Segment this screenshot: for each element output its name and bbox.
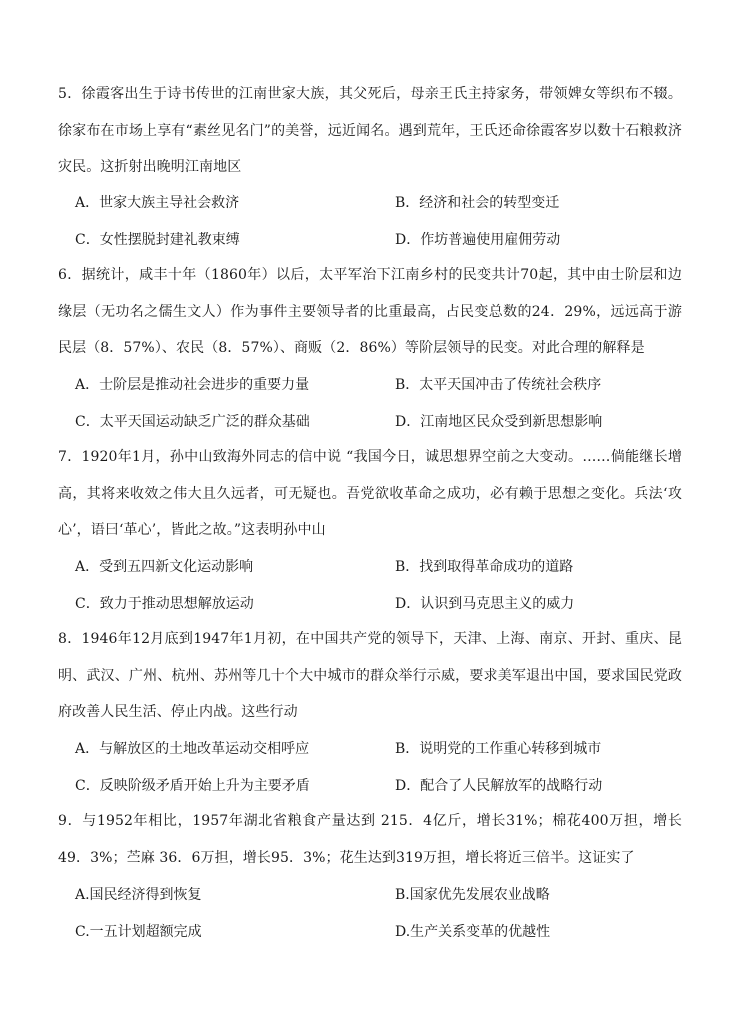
question-6-option-a[interactable]: A．士阶层是推动社会进步的重要力量 xyxy=(75,377,310,393)
question-8-option-a[interactable]: A．与解放区的土地改革运动交相呼应 xyxy=(75,741,310,757)
question-7-option-c[interactable]: C．致力于推动思想解放运动 xyxy=(75,596,254,612)
question-5-stem: 5．徐霞客出生于诗书传世的江南世家大族，其父死后，母亲王氏主持家务，带领婢女等织布不辍。徐家布在市场上享有“素丝见名门”的美誉，远近闻名。遇到荒年，王氏还命徐霞客岁以数十石粮救济灾民。这折射出晚明江南地区 xyxy=(58,86,682,175)
question-7-option-b[interactable]: B．找到取得革命成功的道路 xyxy=(395,559,574,575)
question-9-option-c[interactable]: C.一五计划超额完成 xyxy=(75,924,202,940)
question-9-option-a[interactable]: A.国民经济得到恢复 xyxy=(75,887,202,903)
question-6-option-d[interactable]: D．江南地区民众受到新思想影响 xyxy=(395,414,603,430)
question-8-option-c[interactable]: C．反映阶级矛盾开始上升为主要矛盾 xyxy=(75,778,310,794)
question-7-stem: 7．1920年1月，孙中山致海外同志的信中说 “我国今日，诚思想界空前之大变动。……倘能继长增高，其将来收效之伟大且久远者，可无疑也。吾党欲收革命之成功，必有赖于思想之变化。兵法‘攻心’，语曰‘革心’，皆此之故。”这表明孙中山 xyxy=(58,449,682,538)
question-5-option-c[interactable]: C．女性摆脱封建礼教束缚 xyxy=(75,232,240,248)
question-8-option-b[interactable]: B．说明党的工作重心转移到城市 xyxy=(395,741,602,757)
question-8-stem: 8．1946年12月底到1947年1月初，在中国共产党的领导下，天津、上海、南京、开封、重庆、昆明、武汉、广州、杭州、苏州等几十个大中城市的群众举行示威，要求美军退出中国，要求国民党政府改善人民生活、停止内战。这些行动 xyxy=(58,631,682,720)
question-9-option-d[interactable]: D.生产关系变革的优越性 xyxy=(395,924,551,940)
question-5-option-b[interactable]: B．经济和社会的转型变迁 xyxy=(395,195,560,211)
question-5-option-a[interactable]: A．世家大族主导社会救济 xyxy=(75,195,240,211)
question-9-stem: 9．与1952年相比，1957年湖北省粮食产量达到 215．4亿斤，增长31%；棉花400万担，增长49．3%；苎麻 36．6万担，增长95．3%；花生达到319万担，增长将近三倍半。这证实了 xyxy=(58,813,682,866)
question-6-stem: 6．据统计，咸丰十年（1860年）以后，太平军治下江南乡村的民变共计70起，其中由士阶层和边缘层（无功名之儒生文人）作为事件主要领导者的比重最高，占民变总数的24．29%，远远高于游民层（8．57%）、农民（8．57%）、商贩（2．86%）等阶层领导的民变。对此合理的解释是 xyxy=(58,267,682,356)
question-8-option-d[interactable]: D．配合了人民解放军的战略行动 xyxy=(395,778,603,794)
question-7-option-a[interactable]: A．受到五四新文化运动影响 xyxy=(75,559,254,575)
question-6-option-b[interactable]: B．太平天国冲击了传统社会秩序 xyxy=(395,377,602,393)
question-9-option-b[interactable]: B.国家优先发展农业战略 xyxy=(395,887,550,903)
question-6-option-c[interactable]: C．太平天国运动缺乏广泛的群众基础 xyxy=(75,414,310,430)
question-5-option-d[interactable]: D．作坊普遍使用雇佣劳动 xyxy=(395,232,561,248)
question-7-option-d[interactable]: D．认识到马克思主义的威力 xyxy=(395,596,575,612)
